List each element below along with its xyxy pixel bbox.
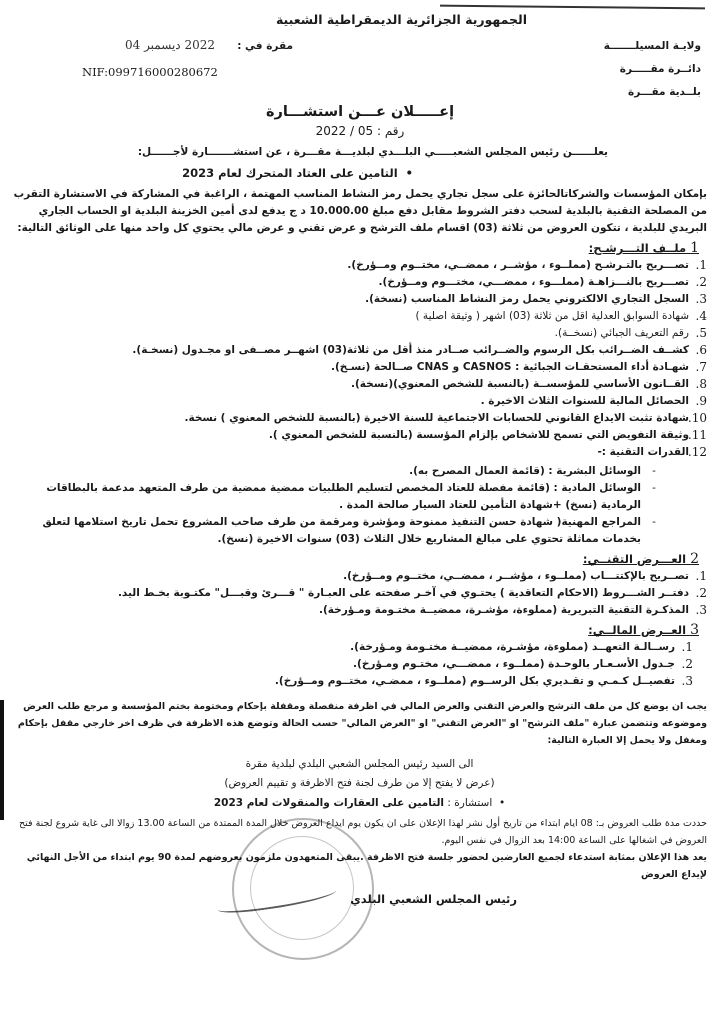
wilaya-label: ولايـة المسيلـــــــة	[603, 40, 701, 52]
technical-capacity-bullets	[12, 463, 667, 548]
daira-label: دائــرة مقـــــرة	[619, 63, 701, 75]
list-item	[12, 291, 707, 308]
date-handwritten: 2022 ديسمبر 04	[124, 38, 215, 52]
reference-number: رقم : 05 / 2022	[315, 124, 405, 138]
intro-paragraph: بإمكان المؤسسات والشركاتالحائزة على سجل تجاري يحمل رمز النشاط المناسب المهتمة ، الراغبة في المشاركة في الاستشارة التقرب من المصلحة التقنية بالبلدية لسحب دفتر الشروط مقابل دفع مبلغ 10.000.00 د ج يدفع لدى أمين الخزينة البلدية او الحساب الجاري البريدي للبلدية ، تتكون العروض من ثلاثة (03) اقسام ملف الترشح و عرض تقني و عرض مالي يحتوي كل واحد منها على الوثائق التالية:	[13, 188, 707, 234]
list-item	[12, 342, 707, 359]
section-2	[12, 550, 707, 619]
list-item	[12, 274, 707, 291]
item-text: تصـــريح بالنـــزاهـة (مملـــوء ، ممضـــي، مختـــوم ومــؤرخ).	[378, 276, 689, 288]
item-text: شهادة تثبت الايداع القانوني للحسابات الاجتماعية للسنة الاخيرة (بالنسبة للشخص المعنوي ) نسخة.	[184, 412, 689, 424]
item-number: 3.	[681, 674, 693, 688]
item-number: 4.	[695, 309, 707, 323]
address-line-1: الى السيد رئيس المجلس الشعبي البلدي لبلدية مقرة	[245, 758, 474, 770]
item-text: دفتــر الشـــروط (الاحكام التعاقدية ) يحتـوي في آخـر صفحته على العبـارة " قـــرئ وقبـــل" مكتـوبة بخـط اليد.	[117, 587, 689, 599]
item-text: القــانون الأساسي للمؤسســة (بالنسبة للشخص المعنوي)(نسخة).	[350, 378, 689, 390]
item-number: 3.	[695, 292, 707, 306]
section-2-items	[12, 568, 707, 619]
place-label: مقرة في :	[237, 40, 293, 52]
list-item	[12, 257, 707, 274]
list-item	[12, 639, 693, 656]
invitation-paragraph: يعد هذا الإعلان بمثابة استدعاء لجميع العارضين لحضور جلسة فتح الاظرفة .يبقى المتعهدون ملزمون بعروضهم لمدة 90 يوم ابتداء من الأجل النهائي لإيداع العروض	[26, 852, 707, 880]
item-number: 1.	[695, 258, 707, 272]
list-item	[12, 325, 707, 342]
item-text: رســالـة التعهــد (مملوءة، مؤشـرة، ممضيــة مختـومة ومـؤرخة).	[350, 641, 675, 653]
list-item	[12, 673, 693, 690]
item-text: جـدول الأسـعـار بالوحـدة (مملــوء ، ممضـــي، مختـوم ومـؤرخ).	[353, 658, 675, 670]
signature-title: رئيس المجلس الشعبي البلدي	[350, 892, 517, 906]
item-text: وثيقة التفويض التي تسمح للاشخاص بإلزام المؤسسة (بالنسبة للشخص المعنوي ).	[268, 429, 689, 441]
item-text: السجل التجاري الالكتروني يحمل رمز النشاط المناسب (نسخة).	[365, 293, 689, 305]
list-item	[12, 359, 707, 376]
section-1-number: 1	[690, 240, 699, 256]
section-1-items	[12, 257, 707, 461]
item-number: 11.	[687, 428, 707, 442]
document-body	[12, 186, 707, 909]
announcement-line: يعلــــــن رئيس المجلس الشعبـــــي البلـــدي لبلديـــة مقـــرة ، عن استشـــــــارة لأجــــــل:	[137, 146, 608, 158]
sub-bullet-item	[12, 480, 667, 514]
scan-edge-shadow	[0, 700, 4, 820]
item-text: رقم التعريف الجبائي (نسخــة).	[554, 327, 689, 339]
item-number: 10.	[687, 411, 707, 425]
item-number: 2.	[695, 586, 707, 600]
list-item	[12, 444, 707, 461]
scan-edge-line	[440, 5, 705, 10]
item-text: تصــريح بالإكتتـــاب (مملــوء ، مؤشــر ، ممضــي، مختــوم ومــؤرخ).	[343, 570, 689, 582]
item-text: شهـادة أداء المستحقـات الجبائية : CASNOS و CNAS صــالحة (نسـخ).	[330, 361, 689, 373]
subject-1	[182, 166, 413, 180]
section-1-title: ملــف التـــرشـح:	[588, 241, 687, 255]
section-1-heading	[12, 239, 699, 257]
item-number: 2.	[681, 657, 693, 671]
sub-bullet-text: الوسائل البشرية : (قائمة العمال المصرح به).	[409, 465, 641, 477]
item-number: 2.	[695, 275, 707, 289]
list-item	[12, 410, 707, 427]
section-3-items	[12, 639, 693, 690]
bullet-icon: •	[397, 166, 413, 180]
item-number: 8.	[695, 377, 707, 391]
subject-1-text: التامين على العتاد المتحرك لعام 2023	[182, 166, 398, 180]
item-text: تفصيــل كـمـي و تقـديري بكل الرســوم (مملــوء ، ممضـي، مختــوم ومــؤرخ).	[274, 675, 675, 687]
sub-bullet-item	[12, 463, 667, 480]
item-number: 7.	[695, 360, 707, 374]
sub-bullet-item	[12, 514, 667, 548]
item-text: تصـــريح بالتـرشـح (مملــوء ، مؤشــر ، ممضــي، مختــوم ومــؤرخ).	[347, 259, 689, 271]
list-item	[12, 602, 707, 619]
dash-icon: -	[652, 482, 656, 494]
item-text: القدرات التقنية :-	[597, 446, 689, 458]
section-3-number: 3	[690, 622, 699, 638]
list-item	[12, 308, 707, 325]
item-text: شهادة السوابق العدلية اقل من ثلاثة (03) اشهر ( وثيقة اصلية )	[415, 310, 689, 322]
section-2-title: العـــرض التقنــي:	[582, 552, 687, 566]
list-item	[12, 568, 707, 585]
item-number: 6.	[695, 343, 707, 357]
deadline-paragraph: حددت مدة طلب العروض بـ: 08 ايام ابتداء من تاريخ أول نشر لهذا الإعلان على ان يكون يوم ايداع العروض خلال المدة الممتدة من الساعة 13.00 زوالا الى غاية شروع لجنة فتح العروض في اشغالها على الساعة 14:00 بعد الزوال في نفس اليوم.	[19, 818, 707, 846]
signature-block	[12, 889, 517, 909]
item-number: 3.	[695, 603, 707, 617]
section-3-heading	[12, 621, 699, 639]
subject-2	[12, 793, 707, 813]
dash-icon: -	[652, 516, 656, 528]
section-1	[12, 239, 707, 548]
item-text: كشــف الضــرائب بكل الرسوم والضــرائب صــادر منذ أقل من ثلاثة(03) اشهــر مصــفى او مجـدول (نسخـة).	[132, 344, 689, 356]
item-number: 1.	[681, 640, 693, 654]
envelope-paragraph: يجب ان يوضع كل من ملف الترشح والعرض التقني والعرض المالي في اظرفة منفصلة ومقفلة بإحكام ومختومة بختم المؤسسة و مرجع طلب العرض وموضوعه وتتضمن عبارة "ملف الترشح" او "العرض التقني" او "العرض المالي" حسب الحالة وتوضع هذه الاظرفة في ظرف اخر خارجي مقفل بإحكام ومغفل ولا يحمل إلا العبارة التالية:	[17, 701, 707, 746]
item-text: الحصائل المالية للسنوات الثلاث الاخيرة .	[480, 395, 689, 407]
bullet-icon: •	[492, 797, 506, 809]
sub-bullet-text: الوسائل المادية : (قائمة مفصلة للعتاد المخصص لتسليم الطلبيات ممضية ممضية من طرف المتعهد مدعمة بالبطاقات الرمادية (نسخ) +شهادة التأمين للعتاد السيار صالحة المدة .	[46, 482, 641, 511]
item-number: 1.	[695, 569, 707, 583]
dash-icon: -	[652, 465, 656, 477]
item-number: 5.	[695, 326, 707, 340]
list-item	[12, 656, 693, 673]
subject-2-label: استشارة :	[447, 797, 493, 809]
list-item	[12, 393, 707, 410]
item-text: المذكـرة التقنية التبريرية (مملوءة، مؤشـرة، ممضيــة مختـومة ومـؤرخة).	[319, 604, 689, 616]
sub-bullet-text: المراجع المهنية( شهادة حسن التنفيذ ممنوحة ومؤشرة ومرقمة من طرف صاحب المشروع تحمل تاريخ استلامها لتعلق بخدمات مماثلة تحتوي على مبالغ المشاريع خلال الثلاث (03) سنوات الاخيرة (نسخ).	[42, 516, 641, 545]
item-number: 12.	[687, 445, 707, 459]
commune-label: بلــدية مقـــرة	[628, 86, 701, 98]
item-number: 9.	[695, 394, 707, 408]
list-item	[12, 427, 707, 444]
section-3-title: العــرض المالــي:	[588, 623, 687, 637]
list-item	[12, 585, 707, 602]
nif-number: NIF:099716000280672	[82, 65, 218, 79]
address-line-2: (عرض لا يفتح إلا من طرف لجنة فتح الاظرفة و تقييم العروض)	[224, 777, 495, 789]
section-3	[12, 621, 707, 690]
section-2-heading	[12, 550, 699, 568]
list-item	[12, 376, 707, 393]
section-2-number: 2	[690, 551, 699, 567]
document-title: إعـــــلان عـــن استشـــارة	[265, 104, 455, 120]
republic-heading: الجمهورية الجزائرية الديمقراطية الشعبية	[275, 12, 528, 27]
subject-2-text: التامين على العقارات والمنقولات لعام 2023	[213, 797, 445, 809]
